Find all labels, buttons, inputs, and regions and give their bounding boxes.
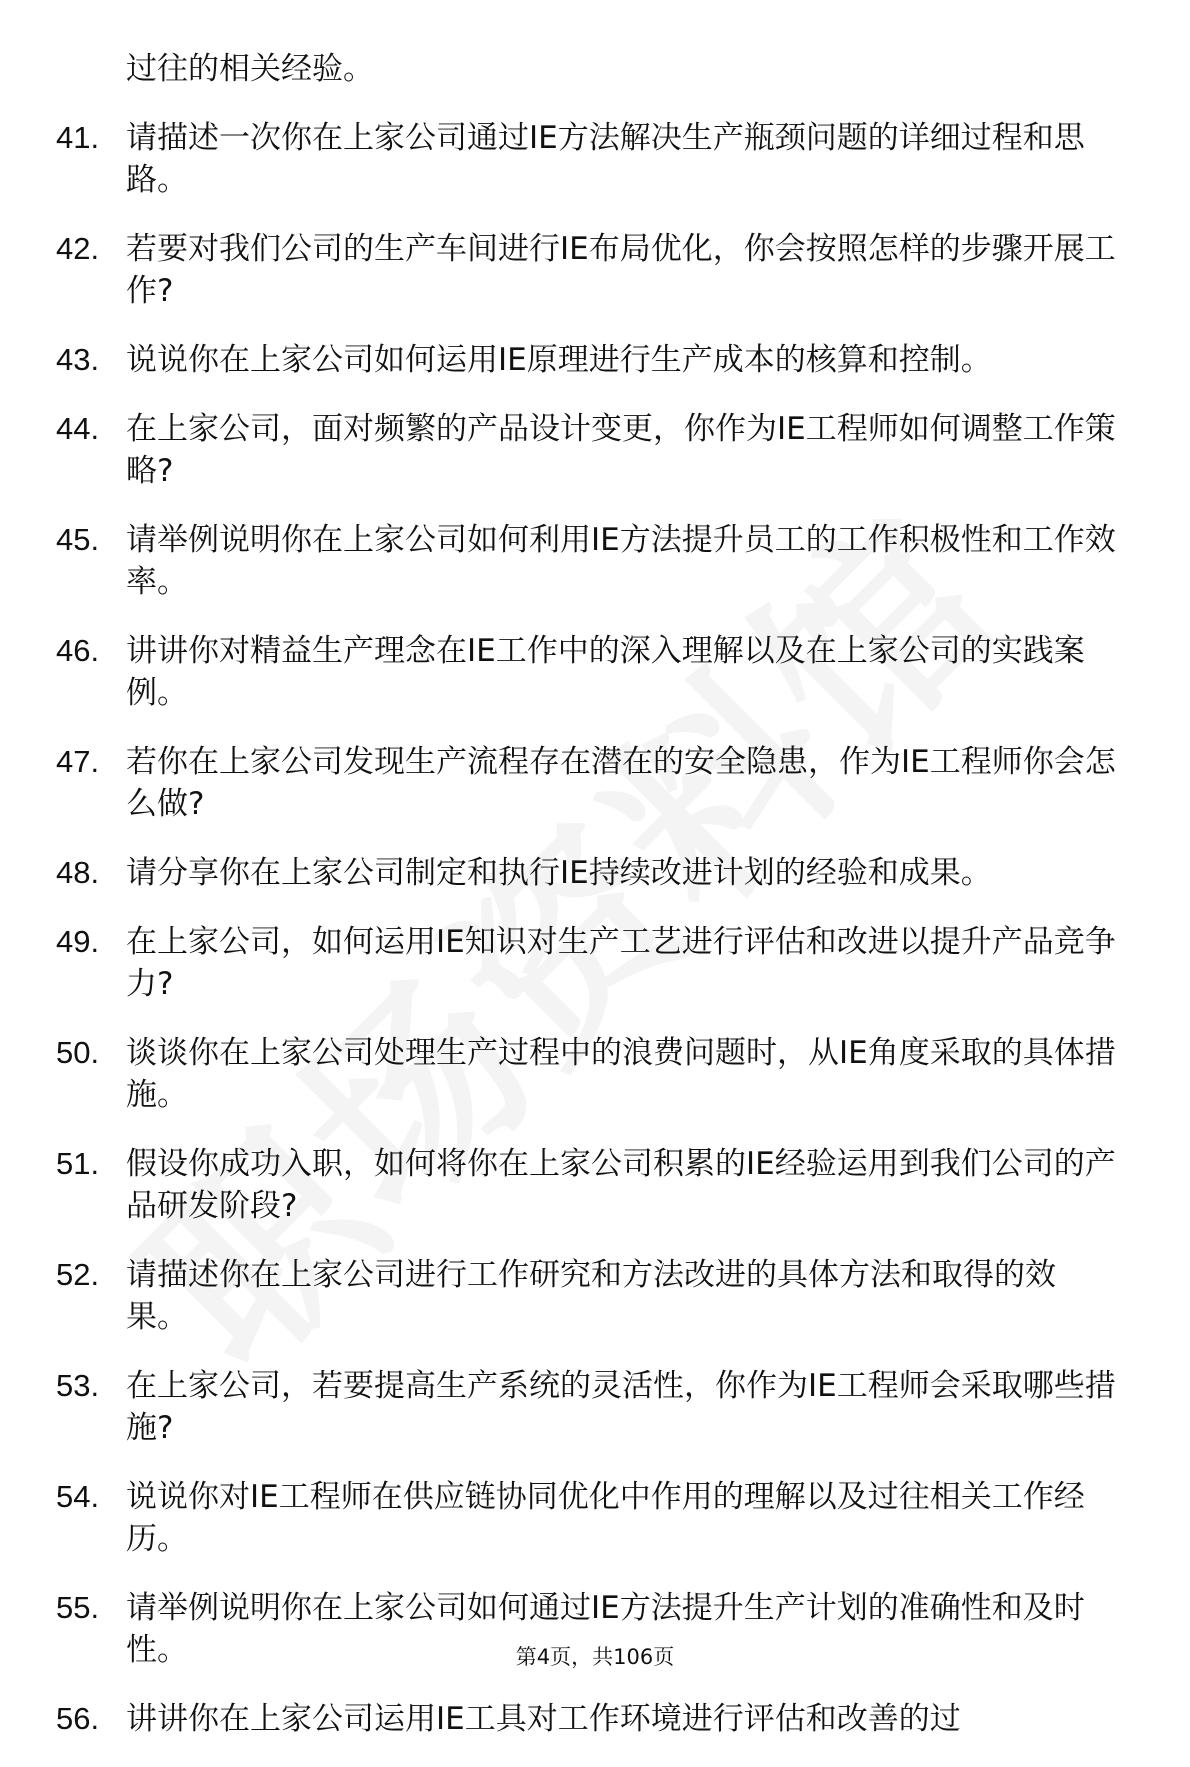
question-item bbox=[0, 1143, 1116, 1227]
question-text: 说说你在上家公司如何运用IE原理进行生产成本的核算和控制。 bbox=[126, 342, 992, 378]
question-text: 若你在上家公司发现生产流程存在潜在的安全隐患，作为IE工程师你会怎么做? bbox=[126, 744, 1116, 822]
question-number: 44. bbox=[56, 411, 100, 446]
question-text: 假设你成功入职，如何将你在上家公司积累的IE经验运用到我们公司的产品研发阶段? bbox=[126, 1146, 1116, 1224]
question-item bbox=[0, 921, 1116, 1005]
question-number: 41. bbox=[56, 120, 100, 155]
question-text: 请分享你在上家公司制定和执行IE持续改进计划的经验和成果。 bbox=[126, 855, 992, 891]
question-item bbox=[0, 1254, 1116, 1338]
question-number: 53. bbox=[56, 1368, 100, 1403]
question-item bbox=[0, 339, 1116, 381]
question-number: 55. bbox=[56, 1590, 100, 1625]
question-item bbox=[0, 1032, 1116, 1116]
question-item bbox=[0, 1698, 1116, 1740]
question-number: 56. bbox=[56, 1701, 100, 1736]
question-number: 54. bbox=[56, 1479, 100, 1514]
question-item bbox=[0, 630, 1116, 714]
question-number: 50. bbox=[56, 1035, 100, 1070]
qa-container bbox=[0, 117, 1190, 1740]
question-item bbox=[0, 1476, 1116, 1560]
question-item bbox=[0, 519, 1116, 603]
question-text: 请描述一次你在上家公司通过IE方法解决生产瓶颈问题的详细过程和思路。 bbox=[126, 120, 1085, 198]
question-text: 讲讲你在上家公司运用IE工具对工作环境进行评估和改善的过 bbox=[126, 1701, 961, 1737]
question-item bbox=[0, 117, 1116, 201]
question-text: 请举例说明你在上家公司如何通过IE方法提升生产计划的准确性和及时性。 bbox=[126, 1590, 1085, 1668]
question-text: 请描述你在上家公司进行工作研究和方法改进的具体方法和取得的效果。 bbox=[126, 1257, 1056, 1335]
continuation-text: 过往的相关经验。 bbox=[126, 51, 374, 87]
question-item bbox=[0, 1365, 1116, 1449]
question-text: 在上家公司，若要提高生产系统的灵活性，你作为IE工程师会采取哪些措施? bbox=[126, 1368, 1116, 1446]
question-text: 在上家公司，如何运用IE知识对生产工艺进行评估和改进以提升产品竞争力? bbox=[126, 924, 1116, 1002]
question-text: 谈谈你在上家公司处理生产过程中的浪费问题时，从IE角度采取的具体措施。 bbox=[126, 1035, 1116, 1113]
question-number: 47. bbox=[56, 744, 100, 779]
question-item bbox=[0, 228, 1116, 312]
question-item bbox=[0, 741, 1116, 825]
question-number: 45. bbox=[56, 522, 100, 557]
question-number: 48. bbox=[56, 855, 100, 890]
question-text: 说说你对IE工程师在供应链协同优化中作用的理解以及过往相关工作经历。 bbox=[126, 1479, 1085, 1557]
question-number: 49. bbox=[56, 924, 100, 959]
question-text: 请举例说明你在上家公司如何利用IE方法提升员工的工作积极性和工作效率。 bbox=[126, 522, 1116, 600]
question-number: 42. bbox=[56, 231, 100, 266]
question-number: 43. bbox=[56, 342, 100, 377]
question-item bbox=[0, 408, 1116, 492]
question-text: 在上家公司，面对频繁的产品设计变更，你作为IE工程师如何调整工作策略? bbox=[126, 411, 1116, 489]
question-number: 52. bbox=[56, 1257, 100, 1292]
page-footer: 第4页，共106页 bbox=[515, 1645, 675, 1669]
question-number: 46. bbox=[56, 633, 100, 668]
question-number: 51. bbox=[56, 1146, 100, 1181]
question-item bbox=[0, 852, 1116, 894]
question-text: 若要对我们公司的生产车间进行IE布局优化，你会按照怎样的步骤开展工作? bbox=[126, 231, 1116, 309]
question-list bbox=[0, 48, 1190, 1767]
question-text: 讲讲你对精益生产理念在IE工作中的深入理解以及在上家公司的实践案例。 bbox=[126, 633, 1085, 711]
